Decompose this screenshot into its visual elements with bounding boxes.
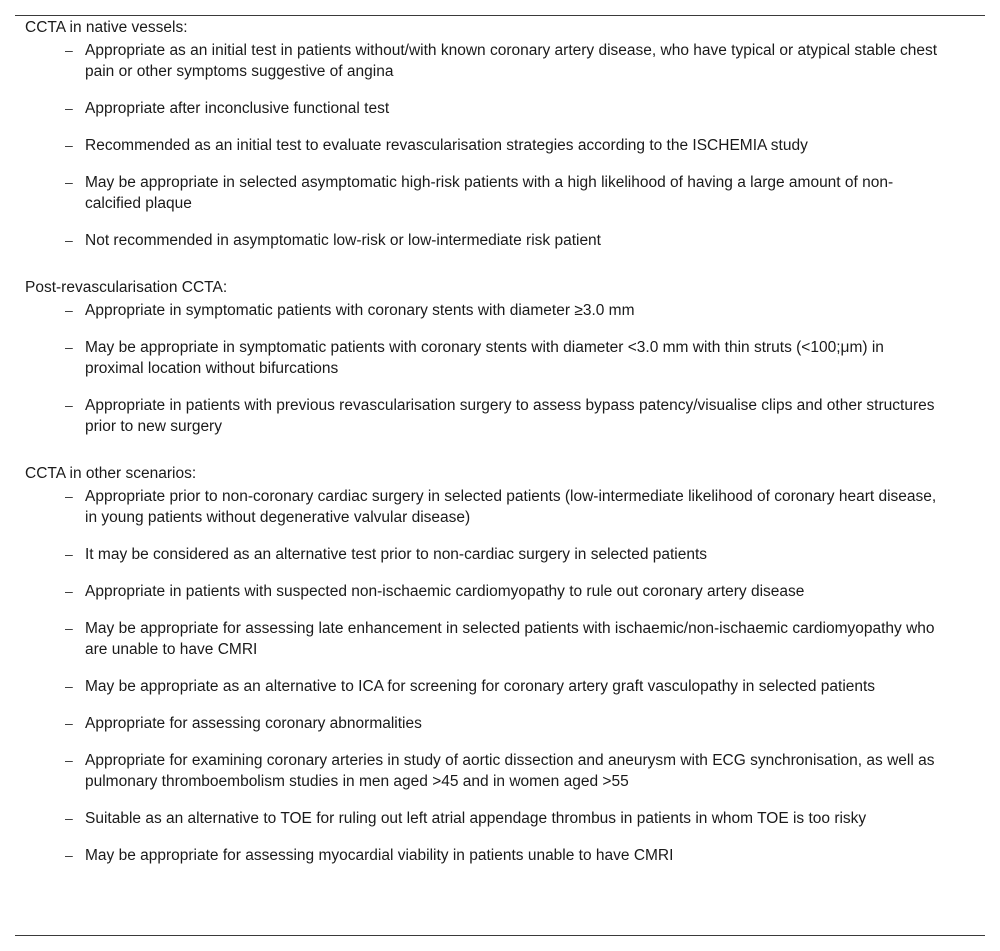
dash-bullet: –	[65, 810, 73, 826]
list-item	[25, 135, 945, 156]
list-item	[25, 713, 945, 734]
dash-bullet: –	[65, 100, 73, 116]
item-text: May be appropriate as an alternative to ICA for screening for coronary artery graft vasculopathy in selected patients	[85, 678, 876, 695]
item-text: Appropriate in patients with previous revascularisation surgery to assess bypass patency/visualise clips and other structures prior to new surgery	[85, 397, 935, 435]
item-list	[25, 486, 945, 866]
list-item	[25, 337, 945, 379]
item-text: May be appropriate in selected asymptomatic high-risk patients with a high likelihood of having a large amount of non-calcified plaque	[85, 174, 894, 212]
dash-bullet: –	[65, 583, 73, 599]
item-text: May be appropriate for assessing myocardial viability in patients unable to have CMRI	[85, 847, 674, 864]
item-text: Appropriate as an initial test in patients without/with known coronary artery disease, who have typical or atypical stable chest pain or other symptoms suggestive of angina	[85, 42, 938, 80]
list-item	[25, 581, 945, 602]
dash-bullet: –	[65, 752, 73, 768]
table-top-rule	[15, 15, 985, 16]
list-item	[25, 750, 945, 792]
item-text: Appropriate in symptomatic patients with coronary stents with diameter ≥3.0 mm	[85, 302, 635, 319]
section-native-vessels	[25, 18, 945, 251]
list-item	[25, 676, 945, 697]
list-item	[25, 300, 945, 321]
dash-bullet: –	[65, 42, 73, 58]
item-text: Appropriate after inconclusive functional test	[85, 100, 390, 117]
table-bottom-rule	[15, 935, 985, 936]
dash-bullet: –	[65, 678, 73, 694]
item-list	[25, 40, 945, 251]
item-list	[25, 300, 945, 437]
list-item	[25, 808, 945, 829]
dash-bullet: –	[65, 174, 73, 190]
list-item	[25, 98, 945, 119]
item-text: Appropriate prior to non-coronary cardiac surgery in selected patients (low-intermediate likelihood of coronary heart disease, in young patients without degenerative valvular disease)	[85, 488, 937, 526]
list-item	[25, 486, 945, 528]
item-text: Suitable as an alternative to TOE for ruling out left atrial appendage thrombus in patients in whom TOE is too risky	[85, 810, 867, 827]
dash-bullet: –	[65, 397, 73, 413]
dash-bullet: –	[65, 546, 73, 562]
list-item	[25, 40, 945, 82]
dash-bullet: –	[65, 137, 73, 153]
item-text: Not recommended in asymptomatic low-risk or low-intermediate risk patient	[85, 232, 601, 249]
list-item	[25, 395, 945, 437]
dash-bullet: –	[65, 620, 73, 636]
item-text: It may be considered as an alternative test prior to non-cardiac surgery in selected patients	[85, 546, 708, 563]
item-text: Appropriate for examining coronary arteries in study of aortic dissection and aneurysm with ECG synchronisation, as well as pulmonary thromboembolism studies in men aged >45 and in women aged >55	[85, 752, 935, 790]
dash-bullet: –	[65, 847, 73, 863]
dash-bullet: –	[65, 715, 73, 731]
list-item	[25, 544, 945, 565]
section-heading: CCTA in other scenarios:	[25, 465, 197, 482]
item-text: May be appropriate in symptomatic patients with coronary stents with diameter <3.0 mm with thin struts (<100;μm) in proximal location without bifurcations	[85, 339, 884, 377]
item-text: May be appropriate for assessing late enhancement in selected patients with ischaemic/non-ischaemic cardiomyopathy who are unable to have CMRI	[85, 620, 935, 658]
section-other-scenarios	[25, 464, 945, 866]
dash-bullet: –	[65, 302, 73, 318]
recommendations-table	[25, 18, 945, 882]
list-item	[25, 230, 945, 251]
list-item	[25, 618, 945, 660]
dash-bullet: –	[65, 339, 73, 355]
dash-bullet: –	[65, 488, 73, 504]
section-heading: Post-revascularisation CCTA:	[25, 279, 228, 296]
dash-bullet: –	[65, 232, 73, 248]
item-text: Recommended as an initial test to evaluate revascularisation strategies according to the ISCHEMIA study	[85, 137, 808, 154]
item-text: Appropriate for assessing coronary abnormalities	[85, 715, 422, 732]
item-text: Appropriate in patients with suspected non-ischaemic cardiomyopathy to rule out coronary artery disease	[85, 583, 805, 600]
list-item	[25, 172, 945, 214]
list-item	[25, 845, 945, 866]
section-post-revascularisation	[25, 278, 945, 437]
section-heading: CCTA in native vessels:	[25, 19, 188, 36]
